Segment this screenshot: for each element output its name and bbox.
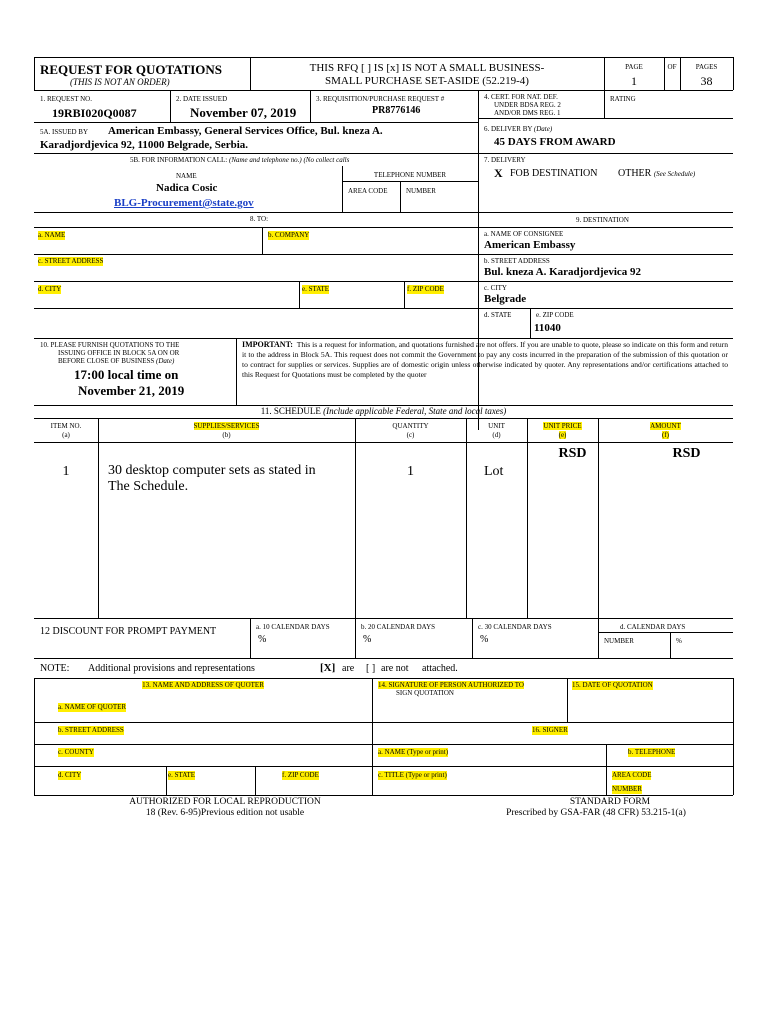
quoter-section-label-text: 13. NAME AND ADDRESS OF QUOTER [142,681,264,689]
are-not-label: are not [381,663,409,674]
to-street-field[interactable]: c. STREET ADDRESS [38,257,104,265]
info-call-label-italic: (Name and telephone no.) (No collect calls [228,156,350,164]
footer-right-line1: STANDARD FORM [569,797,651,807]
to-city-field[interactable]: d. CITY [38,285,62,293]
tel-number-label: NUMBER [406,187,436,195]
furnish-label-2: ISSUING OFFICE IN BLOCK 5A ON OR [58,349,180,357]
furnish-label-3 [58,357,174,365]
signer-title-field[interactable]: c. TITLE (Type or print) [378,771,447,779]
rfq-setaside-line2: SMALL PURCHASE SET-ASIDE (52.219-4) [325,75,529,87]
are-checkbox[interactable]: [X] [320,662,336,674]
footer-right-line2: Prescribed by GSA-FAR (48 CFR) 53.215-1(a) [506,808,686,818]
close-time-value[interactable]: 17:00 local time on [74,367,179,382]
item-description-line1[interactable]: 30 desktop computer sets as stated in [108,463,316,478]
info-call-label-text: 5B. FOR INFORMATION CALL: [130,156,228,164]
delivery-label: 7. DELIVERY [484,156,526,164]
col-supplies-header [98,422,355,431]
cert-label-3: AND/OR DMS REG. 1 [494,109,561,117]
dest-street-value[interactable]: Bul. kneza A. Karadjordjevica 92 [484,266,642,278]
item-number[interactable]: 1 [62,464,70,479]
col-amount-sub [598,431,733,440]
issued-by-line2[interactable]: Karadjordjevica 92, 11000 Belgrade, Serbia. [40,139,249,151]
discount-30-pct[interactable]: % [480,634,489,645]
discount-label: 12 DISCOUNT FOR PROMPT PAYMENT [40,626,217,637]
quoter-zip-field[interactable]: f. ZIP CODE [282,771,319,779]
col-qty-sub: (c) [406,431,415,439]
item-unit[interactable]: Lot [484,464,504,479]
footer-left-line1: AUTHORIZED FOR LOCAL REPRODUCTION [129,797,321,807]
form-subtitle: (THIS IS NOT AN ORDER) [70,77,170,87]
rfq-setaside-line1: THIS RFQ [ ] IS [x] IS NOT A SMALL BUSINESS- [309,62,545,74]
other-text: OTHER [618,168,652,179]
discount-10-label: a. 10 CALENDAR DAYS [256,623,330,631]
of-label: OF [667,63,677,71]
schedule-title-text: 11. SCHEDULE [260,406,321,416]
quote-date-field[interactable]: 15. DATE OF QUOTATION [572,681,653,689]
to-company-field[interactable]: b. COMPANY [268,231,310,239]
col-unit-header: UNIT [488,422,505,430]
requisition-value[interactable]: PR8776146 [372,105,421,116]
dest-state-label: d. STATE [484,311,512,319]
discount-20-pct[interactable]: % [363,634,372,645]
are-label: are [342,663,355,674]
quoter-section-label [34,681,372,690]
col-unit-sub: (d) [492,431,501,439]
contact-name-label: NAME [176,172,197,180]
note-text: Additional provisions and representations [88,663,255,674]
important-text: This is a request for information, and quotations furnished are not offers. If you are unable to quote, please so indicate on this form and return it to the address in Block 5A. This request does not commit the Government to pay any costs incurred in the preparation of the submission of this quotation or to contract for supplies or services. Supplies are of domestic origin unless otherwise indicated by quoter. Any representations and/or certifications attached to this Request for Quotations must be completed by the quoter [242,340,728,379]
cert-label-2: UNDER BDSA REG. 2 [494,101,561,109]
discount-days-label: d. CALENDAR DAYS [620,623,686,631]
telephone-label: TELEPHONE NUMBER [373,171,447,179]
signer-telephone-label: b. TELEPHONE [628,748,676,756]
amount-currency: RSD [672,446,701,461]
deliver-by-label-text: 6. DELIVER BY [484,125,533,133]
col-price-header-text: UNIT PRICE [543,422,582,430]
dest-street-label: b. STREET ADDRESS [484,257,550,265]
request-no-label: 1. REQUEST NO. [40,95,92,103]
col-amount-header [598,422,733,431]
consignee-label: a. NAME OF CONSIGNEE [484,230,564,238]
date-issued-value[interactable]: November 07, 2019 [190,105,297,120]
col-qty-header: QUANTITY [392,422,429,430]
col-amount-header-text: AMOUNT [650,422,681,430]
contact-name-value[interactable]: Nadica Cosic [156,182,218,194]
col-amount-sub-text: (f) [662,431,669,439]
col-price-sub [527,431,598,440]
quoter-city-field[interactable]: d. CITY [58,771,82,779]
dest-zip-label: e. ZIP CODE [536,311,574,319]
consignee-value[interactable]: American Embassy [484,239,576,251]
col-price-sub-text: (e) [558,431,567,439]
quoter-name-field[interactable]: a. NAME OF QUOTER [58,703,127,711]
important-heading: IMPORTANT: [242,340,293,349]
discount-10-pct[interactable]: % [258,634,267,645]
note-label: NOTE: [40,663,70,674]
signer-number-field[interactable]: NUMBER [612,785,642,793]
page-count: 38 [700,74,713,88]
discount-days-pct[interactable]: % [676,637,682,645]
info-call-label [130,156,349,165]
close-date-value[interactable]: November 21, 2019 [78,383,185,398]
page-label: PAGE [625,63,643,71]
fob-destination-label: FOB DESTINATION [510,168,598,179]
furnish-label-3-italic: (Date) [156,357,175,365]
to-name-field[interactable]: a. NAME [38,231,66,239]
schedule-title-italic: (Include applicable Federal, State and local taxes) [323,406,507,416]
item-quantity[interactable]: 1 [407,464,414,479]
discount-20-label: b. 20 CALENDAR DAYS [361,623,436,631]
deliver-by-label [484,125,552,134]
dest-zip-value[interactable]: 11040 [534,322,561,334]
deliver-by-label-italic: (Date) [533,125,553,133]
to-state-field[interactable]: e. STATE [302,285,330,293]
discount-number-label: NUMBER [604,637,634,645]
page-number: 1 [631,74,637,88]
schedule-title [34,406,733,416]
issued-by-label: 5A. ISSUED BY [40,128,89,136]
dest-city-value[interactable]: Belgrade [484,293,527,305]
issued-by-line1[interactable]: American Embassy, General Services Office, Bul. kneza A. [108,125,383,137]
col-item-sub: (a) [62,431,70,439]
col-supplies-header-text: SUPPLIES/SERVICES [193,422,260,430]
deliver-by-value[interactable]: 45 DAYS FROM AWARD [494,136,616,148]
requisition-label: 3. REQUISITION/PURCHASE REQUEST # [316,95,445,103]
col-item-header: ITEM NO. [50,422,82,430]
attached-label: attached. [422,663,458,674]
col-price-header [527,422,598,431]
cert-label-1: 4. CERT. FOR NAT. DEF. [484,93,558,101]
signature-label-2[interactable]: SIGN QUOTATION [396,689,454,697]
dest-city-label: c. CITY [484,284,507,292]
col-supplies-sub: (b) [222,431,231,439]
request-no-value[interactable]: 19RBI020Q0087 [52,106,137,120]
form-title: REQUEST FOR QUOTATIONS [40,62,223,77]
furnish-label-1: 10. PLEASE FURNISH QUOTATIONS TO THE [40,341,180,349]
signer-label: 16. SIGNER [532,726,568,734]
destination-label: 9. DESTINATION [576,216,629,224]
item-description-line2[interactable]: The Schedule. [108,479,189,494]
to-zip-field[interactable]: f. ZIP CODE [407,285,444,293]
discount-30-label: c. 30 CALENDAR DAYS [478,623,552,631]
quoter-state-field[interactable]: e. STATE [168,771,196,779]
pages-label: PAGES [695,63,718,71]
area-code-label: AREA CODE [348,187,388,195]
contact-email-link[interactable]: BLG-Procurement@state.gov [114,197,254,209]
other-delivery-label [618,168,695,179]
signature-label-line1: 14. SIGNATURE OF PERSON AUTHORIZED TO [378,681,524,689]
important-notice [242,340,728,380]
to-label: 8. TO: [250,215,269,223]
signer-area-code-field[interactable]: AREA CODE [612,771,652,779]
fob-checkbox[interactable]: X [494,166,503,180]
footer-left-line2: 18 (Rev. 6-95)Previous edition not usable [145,808,305,818]
quoter-street-field[interactable]: b. STREET ADDRESS [58,726,124,734]
date-issued-label: 2. DATE ISSUED [176,95,228,103]
are-not-checkbox[interactable]: [ ] [366,663,376,674]
furnish-label-3-text: BEFORE CLOSE OF BUSINESS [58,357,155,365]
quoter-county-field[interactable]: c. COUNTY [58,748,94,756]
signer-name-field[interactable]: a. NAME (Type or print) [378,748,449,756]
rating-label: RATING [610,95,636,103]
unit-price-currency: RSD [558,446,587,461]
other-italic: (See Schedule) [653,170,696,178]
